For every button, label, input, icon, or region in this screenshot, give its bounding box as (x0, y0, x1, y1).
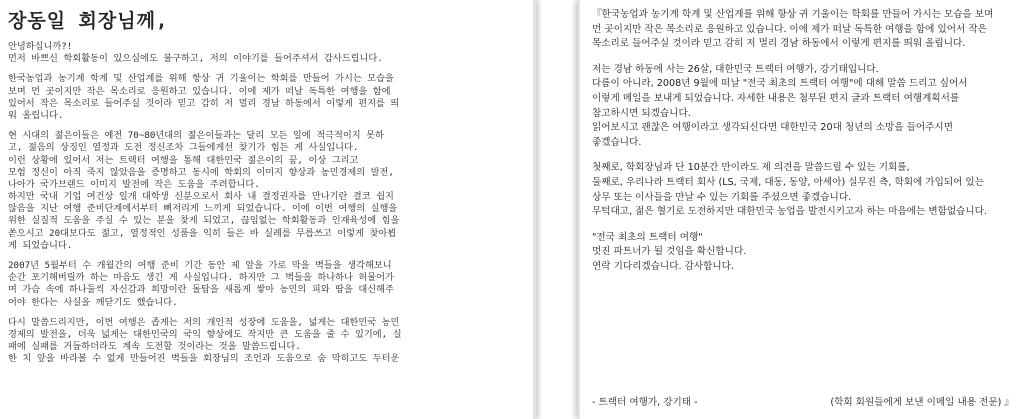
letter-line: 쏟으시고 20대보다도 젊고, 열정적인 성품을 익히 들은 바 실례를 무릅쓰고 이렇게 찾아뵙 (8, 227, 397, 239)
email-line: 참고하시면 되겠습니다. (592, 107, 691, 119)
email-line: 저는 경남 하동에 사는 26살, 대한민국 트랙터 여행가, 강기태입니다. (592, 63, 879, 75)
email-line: 연락 기다리겠습니다. 감사합니다. (592, 260, 734, 272)
signature: - 트랙터 여행가, 강기태 - (592, 397, 698, 408)
email-line: 다름이 아니라, 2008년 9월에 떠날 "전국 최초의 트랙터 여행"에 대해 말씀 드리고 싶어서 (592, 78, 968, 90)
paragraph-gap (592, 52, 1014, 63)
paragraph-gap (8, 65, 523, 73)
email-line: 좋겠습니다. (592, 136, 642, 148)
email-line: 무턱대고, 젊은 혈기로 도전하지만 대한민국 농업을 발전시키고자 하는 마음에는 변함없습니다. (592, 206, 987, 218)
email-line: 먼 곳이지만 작은 목소리로 응원하고 있습니다. 이에 제가 떠날 독특한 여행을 함에 있어서 작은 (592, 23, 987, 35)
right-email-body (592, 8, 1014, 275)
letter-line: 다시 말씀드리지만, 이번 여행은 좁게는 저의 개인적 성장에 도움을, 넓게는 대한민국 농민 (8, 316, 400, 328)
paragraph-gap (8, 252, 523, 260)
email-line: 둘째로, 우리나라 트랙터 회사 (LS, 국제, 대동, 동양, 아세아) 실무진 측, 학회에 가입되어 있는 (592, 176, 984, 188)
letter-line: 안녕하십니까?! (8, 41, 73, 52)
email-line: "전국 최초의 트랙터 여행" (592, 231, 703, 243)
email-line: 이렇게 메일을 보내게 되었습니다. 자세한 내용은 첨부된 편지 글과 트랙터 여행계획서를 (592, 92, 960, 104)
email-line: 상무 또는 이사들을 만날 수 있는 기회를 주셨으면 좋겠습니다. (592, 191, 852, 203)
letter-line: 며 가슴 속에 하나둘씩 자신감과 희망이란 돌탑을 새롭게 쌓아 농민의 피와 땀을 대신해주 (8, 284, 394, 296)
letter-line: 먼저 바쁘신 학회활동이 있으심에도 불구하고, 저의 이야기를 들어주셔서 감사드립니다. (8, 53, 383, 65)
letter-line: 워 올립니다. (8, 109, 64, 121)
paragraph-gap (592, 220, 1014, 231)
email-paragraph (592, 63, 1014, 151)
paragraph-gap (592, 150, 1014, 161)
letter-line: 이런 상황에 있어서 저는 트랙터 여행을 통해 대한민국 젊은이의 꿈, 이상 그리고 (8, 154, 359, 166)
letter-line: 한국농업과 농기계 학계 및 산업계를 위해 항상 귀 기울이는 학회를 만들어 가시는 모습을 (8, 73, 394, 85)
email-paragraph (592, 161, 1014, 219)
letter-line: 게 되었습니다. (8, 239, 73, 251)
letter-line: 어야 한다는 사실을 깨닫기도 했습니다. (8, 296, 178, 308)
letter-line: 경제의 발전을, 더욱 넓게는 대한민국의 국익 향상에도 작지만 큰 도움을 줄 수 있기에, 실 (8, 328, 402, 340)
email-line: 멋진 파트너가 될 것임을 확신합니다. (592, 246, 747, 258)
paragraph-gap (8, 309, 523, 317)
letter-line: 않음을 지난 여행 준비단계에서부터 뼈저리게 느끼게 되었습니다. 이에 이번 여행의 실행을 (8, 203, 398, 215)
letter-line: 순간 포기해버릴까 하는 마음도 생긴 게 사실입니다. 하지만 그 벽들을 하나하나 허물어가 (8, 272, 394, 284)
letter-line: 위한 실질적 도움을 주실 수 있는 분을 찾게 되었고, 끊임없는 학회활동과 인재육성에 힘을 (8, 215, 400, 227)
email-paragraph (592, 8, 1014, 52)
right-email-page (578, 0, 1024, 419)
letter-line: 한 치 앞을 바라볼 수 없게 만들어진 벽들을 회장님의 조언과 도움으로 숨 막히고도 두터운 (8, 353, 400, 365)
email-line: 목소리로 들어주실 것이라 믿고 감히 저 멀리 경남 하동에서 이렇게 편지를 띄워 올립니다. (592, 38, 966, 50)
letter-line: 현 시대의 젊은이들은 예전 70~80년대의 젊은이들과는 달리 모든 일에 적극적이지 못하 (8, 130, 384, 142)
letter-line: 있어서 작은 목소리로 들어주실 것이라 믿고 감히 저 멀리 경남 하동에서 이렇게 편지를 띄 (8, 97, 400, 109)
left-letter-body (8, 41, 523, 366)
letter-line: 나아가 국가브랜드 이미지 발전에 작은 도움을 주려합니다. (8, 178, 260, 190)
letter-line: 모험 정신이 아직 죽지 않았음을 증명하고 동시에 학회의 이미지 향상과 농민경제의 발전, (8, 166, 394, 178)
email-line: 『한국농업과 농기계 학계 및 산업계를 위해 항상 귀 기울이는 학회를 만들어 가시는 모습을 보며 (592, 9, 994, 20)
email-caption: (학회 회원들에게 보낸 이메일 내용 전문) 』 (830, 397, 1014, 408)
email-paragraph (592, 231, 1014, 275)
email-line: 읽어보시고 괜찮은 여행이라고 생각되신다면 대한민국 20대 청년의 소망을 들어주시면 (592, 122, 953, 134)
letter-line: 하지만 국내 기업 여건상 일개 대학생 신분으로서 회사 내 결정권자를 만나기란 결코 쉽지 (8, 191, 394, 203)
paragraph-gap (8, 122, 523, 130)
email-line: 첫째로, 학회장님과 단 10분간 만이라도 제 의견을 말씀드릴 수 있는 기회를, (592, 162, 910, 174)
letter-line: 패에 실패를 거듭하더라도 계속 도전할 것이라는 것을 말씀드립니다. (8, 341, 301, 353)
letter-line: 보며 먼 곳이지만 작은 목소리로 응원하고 있습니다. 이에 제가 떠날 독특한 여행을 함에 (8, 85, 391, 97)
letter-heading: 장동일 회장님께, (8, 10, 169, 32)
letter-line: 2007년 5월부터 수 개월간의 여행 준비 기간 동안 제 앞을 가로 막을 벽들을 생각해보니 (8, 260, 392, 271)
letter-line: 고, 젊음의 상징인 열정과 도전 정신조차 그들에게선 찾기가 힘든 게 사실입니다. (8, 142, 359, 154)
